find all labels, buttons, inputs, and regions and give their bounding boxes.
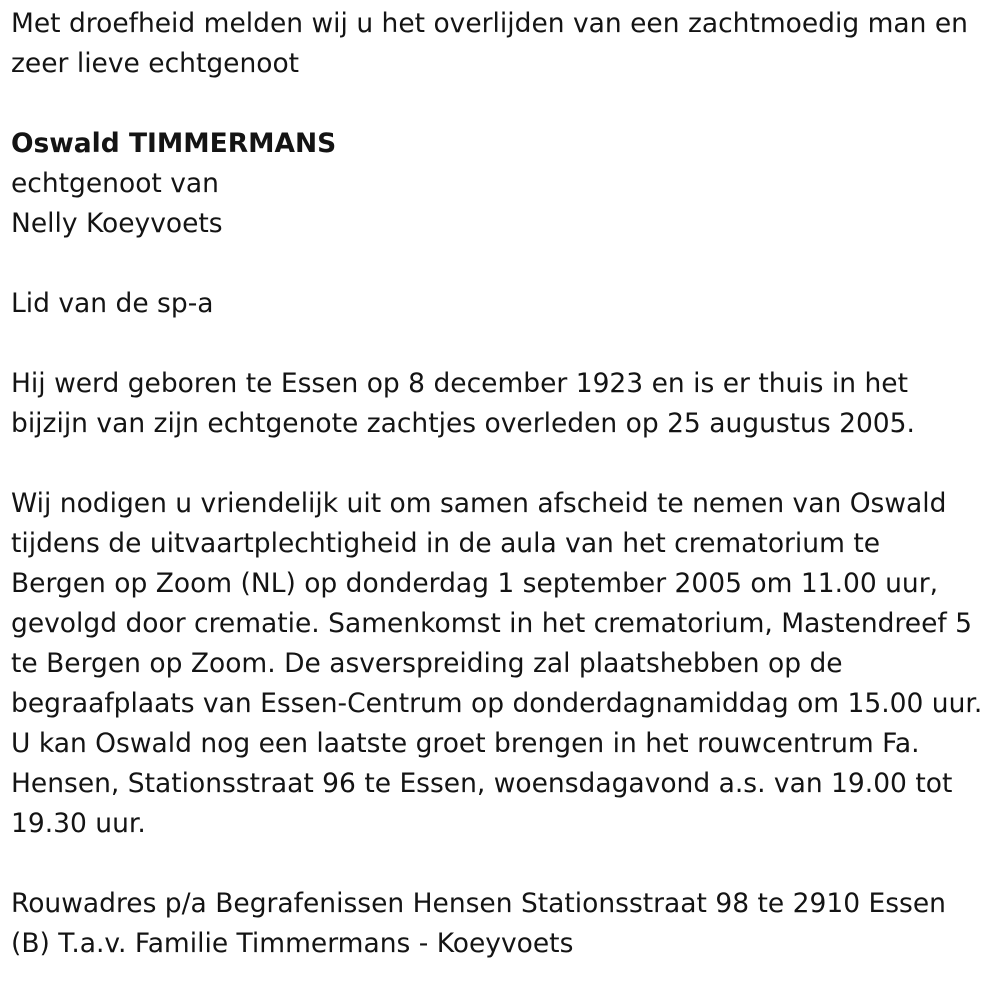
spouse-label: echtgenoot van — [11, 168, 219, 199]
address-line: Rouwadres p/a Begrafenissen Hensen Stationsstraat 98 te 2910 Essen — [11, 888, 946, 919]
spouse-name: Nelly Koeyvoets — [11, 208, 223, 239]
ceremony-line: 19.30 uur. — [11, 808, 146, 839]
membership-line: Lid van de sp-a — [11, 288, 214, 319]
ceremony-line: begraafplaats van Essen-Centrum op donderdagnamiddag om 15.00 uur. — [11, 688, 983, 719]
spacer — [11, 444, 996, 484]
ceremony-line: Hensen, Stationsstraat 96 te Essen, woensdagavond a.s. van 19.00 tot — [11, 768, 953, 799]
obituary-notice — [11, 4, 996, 964]
ceremony-line: Bergen op Zoom (NL) op donderdag 1 september 2005 om 11.00 uur, — [11, 568, 939, 599]
address-line: (B) T.a.v. Familie Timmermans - Koeyvoets — [11, 928, 574, 959]
ceremony-line: tijdens de uitvaartplechtigheid in de aula van het crematorium te — [11, 528, 881, 559]
deceased-name: Oswald TIMMERMANS — [11, 128, 337, 159]
birth-death-line: Hij werd geboren te Essen op 8 december 1923 en is er thuis in het — [11, 368, 908, 399]
intro-line: zeer lieve echtgenoot — [11, 48, 300, 79]
ceremony-line: gevolgd door crematie. Samenkomst in het crematorium, Mastendreef 5 — [11, 608, 972, 639]
spacer — [11, 844, 996, 884]
ceremony-line: U kan Oswald nog een laatste groet brengen in het rouwcentrum Fa. — [11, 728, 920, 759]
ceremony-line: te Bergen op Zoom. De asverspreiding zal plaatshebben op de — [11, 648, 843, 679]
spacer — [11, 244, 996, 284]
ceremony-line: Wij nodigen u vriendelijk uit om samen afscheid te nemen van Oswald — [11, 488, 947, 519]
spacer — [11, 84, 996, 124]
birth-death-line: bijzijn van zijn echtgenote zachtjes overleden op 25 augustus 2005. — [11, 408, 915, 439]
spacer — [11, 324, 996, 364]
intro-line: Met droefheid melden wij u het overlijden van een zachtmoedig man en — [11, 8, 968, 39]
